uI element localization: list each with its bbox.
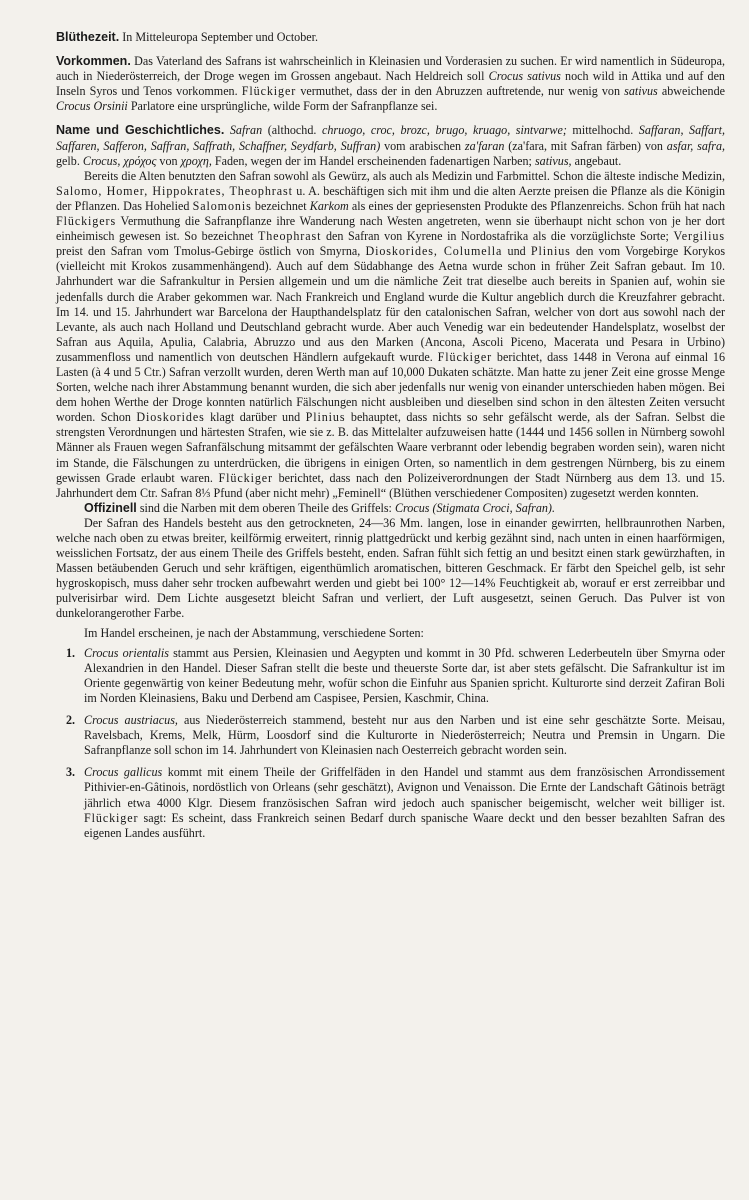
- heading-offizinell: Offizinell: [84, 500, 137, 515]
- text: behauptet, dass nichts so sehr gefälscht werde, als der Safran. Selbst die strengsten Verordnungen und härtesten Strafen, wie sie z. B. das Mittelalter aufzuweisen hatte (1444 und 1456 sollen in Nürnberg sowohl Männer als Frauen wegen Safranfälschung mitsammt der gefälschten Waare verbrannt oder lebendig begraben worden sein), waren nicht im Stande, die Fälschungen zu unterdrücken, die übrigens in einigen Orten, so namentlich in dem gestrengen Nürnberg, bis zu einem gewissen Grade erlaubt waren.: [56, 410, 725, 485]
- term: Saffaran, Saffart, Saffaren, Safferon, Saffran, Saffrath, Schaffner, Seydfarb, Suffran): [56, 123, 725, 153]
- list-item: [56, 713, 725, 758]
- term: Crocus, χρόχος: [82, 153, 157, 168]
- text: noch wild in Attika und auf den Inseln Syros und Tenos vorkommen.: [56, 69, 725, 99]
- text: sagt: Es scheint, dass Frankreich seinen Bedarf durch spanische Waare deckt und den besser bezahlten Safran des eigenen Landes ausführt.: [84, 810, 725, 840]
- author-name: Vergilius: [673, 229, 725, 244]
- text: (za'fara, mit Safran färben) von: [508, 138, 663, 153]
- species-name: Crocus gallicus: [84, 765, 163, 780]
- term: asfar, safra,: [666, 138, 726, 153]
- author-names: Salomo, Homer, Hippokrates, Theophrast: [56, 183, 293, 198]
- text: preist den Safran vom Tmolus-Gebirge östlich von Smyrna,: [56, 244, 361, 259]
- text: und: [507, 244, 526, 259]
- text: von: [159, 153, 178, 168]
- author-name: Dioskorides: [136, 410, 205, 425]
- heading-bluethezeit: Blüthezeit.: [56, 30, 120, 44]
- heading-vorkommen: Vorkommen.: [56, 54, 131, 69]
- text: Im Handel erscheinen, je nach der Abstammung, verschiedene Sorten:: [84, 625, 424, 640]
- author-name: Flückigers: [56, 214, 117, 229]
- text: vom arabischen: [384, 138, 462, 153]
- heading-name: Name und Geschichtliches.: [56, 123, 225, 138]
- term: za'faran: [464, 138, 505, 153]
- species-name: Crocus sativus: [488, 69, 561, 84]
- text: als eines der gepriesensten Produkte des Pflanzenreichs. Schon früh hat nach: [351, 198, 726, 213]
- text: bezeichnet: [254, 198, 307, 213]
- text: den Safran von Kyrene in Nordostafrika als die vorzüglichste Sorte;: [325, 229, 669, 244]
- list-number: 3.: [66, 765, 76, 780]
- species-name: Crocus orientalis: [84, 645, 169, 660]
- author-names: Dioskorides, Columella: [365, 244, 503, 259]
- paragraph-bluethezeit: [56, 30, 725, 45]
- list-number: 1.: [66, 645, 76, 660]
- paragraph-geschichte: [56, 169, 725, 501]
- term: χροχη,: [180, 153, 212, 168]
- author-name: Theophrast: [257, 229, 322, 244]
- species-name: Crocus Orsinii: [56, 99, 128, 114]
- list-number: 2.: [66, 713, 76, 728]
- author-name: Plinius: [305, 410, 346, 425]
- text: Parlatore eine ursprüngliche, wilde Form der Safranpflanze sei.: [130, 99, 438, 114]
- text: Das Vaterland des Safrans ist wahrscheinlich in Kleinasien und Vorderasien zu suchen. Er wird namentlich in Südeuropa, auch in Niederösterreich, der Droge wegen im Grossen angebaut. Nach Heldreich soll: [56, 54, 725, 84]
- text: (althochd.: [267, 123, 317, 138]
- text: stammt aus Persien, Kleinasien und Aegypten und kommt in 30 Pfd. schweren Lederbeuteln über Smyrna oder Alexandrien in den Handel. Dieser Safran stellt die beste und theuerste Sorte dar, ist aber stets gefälscht. Die Safrankultur ist im Oriente gegenwärtig von keiner Bedeutung mehr, wofür schon die Einfuhr aus Spanien spricht. Kulturorte sind derzeit Zafiran Boli im Norden Kleinasiens, Baku und Derbend am Caspisee, Persien, Kaschmir, China.: [84, 645, 725, 705]
- sorten-list: [56, 646, 725, 841]
- text: Vermuthung die Safranpflanze ihre Wanderung nach Westen angetreten, wenn sie überhaupt nicht schon von je her dort einheimisch gewesen ist. So bezeichnet: [56, 214, 725, 244]
- list-item: [56, 646, 725, 706]
- term: Safran: [229, 123, 263, 138]
- author-name: Plinius: [530, 244, 571, 259]
- text: klagt darüber und: [210, 410, 301, 425]
- list-item: [56, 765, 725, 840]
- text: In Mitteleuropa September und October.: [122, 30, 319, 44]
- text: abweichende: [661, 84, 725, 99]
- text: gelb.: [56, 153, 80, 168]
- paragraph-offizinell: [56, 501, 725, 516]
- author-name: Flückiger: [437, 349, 493, 364]
- paragraph-handel-intro: [56, 626, 725, 641]
- text: angebaut.: [574, 153, 622, 168]
- text: sind die Narben mit dem oberen Theile des Griffels:: [139, 500, 392, 515]
- term: Karkom: [309, 198, 349, 213]
- text: mittelhochd.: [572, 123, 634, 138]
- paragraph-name: [56, 123, 725, 168]
- term: Crocus (Stigmata Croci, Safran).: [394, 500, 555, 515]
- author-name: Flückiger: [218, 470, 273, 485]
- text: Der Safran des Handels besteht aus den getrockneten, 24—36 Mm. langen, lose in einander gewirrten, hellbraunrothen Narben, welche nach oben zu etwas breiter, keilförmig erweitert, rinnig plattgedrückt und kerbig gezähnt sind, nach unten in einen haarförmigen, weisslichen Fortsatz, der aus einem Theile des Griffels besteht, enden. Safran fühlt sich fettig an und besitzt einen stark gewürzhaften, in Massen betäubenden Geruch und sehr kräftigen, eigenthümlich aromatischen, bitteren Geschmack. Er färbt den Speichel gelb, ist sehr hygroskopisch, muss daher sehr trocken aufbewahrt werden und giebt bei 100° 12—14% Feuchtigkeit ab, worauf er erst zerreibbar und pulverisirbar wird. Dem Lichte ausgesetzt bleicht Safran und verliert, der Luft ausgesetzt, seinen Geruch. Das Pulver ist von dunkelorangerother Farbe.: [56, 515, 725, 621]
- text: berichtet, dass nach den Polizeiverordnungen der Stadt Nürnberg aus dem 13. und 15. Jahrhundert dem Ctr. Safran 8⅓ Pfund (aber nicht mehr) „Feminell“ (Blüthen verschiedener Compositen) zugesetzt werden konnten.: [56, 470, 725, 500]
- author-name: Flückiger: [84, 810, 139, 825]
- text: u. A. beschäftigen sich mit ihm und die alten Aerzte preisen die Pflanze als die Königin der Pflanzen. Das Hohelied: [56, 183, 725, 213]
- text: Bereits die Alten benutzten den Safran sowohl als Gewürz, als auch als Medizin und Farbmittel. Schon die älteste indische Medizin,: [84, 168, 725, 183]
- text: Faden, wegen der im Handel erscheinenden fadenartigen Narben;: [214, 153, 532, 168]
- text: kommt mit einem Theile der Griffelfäden in den Handel und stammt aus dem französischen Arrondissement Pithivier-en-Gâtinois, nordöstlich von Orleans (sehr geschätzt), Avignon und Venaisson. Die Ernte der Landschaft Gâtinois beträgt jährlich etwa 4000 Klgr. Diesem französischen Safran wird jedoch auch spanischer beigemischt, welcher weit billiger ist.: [84, 765, 726, 810]
- text: berichtet, dass 1448 in Verona auf einmal 16 Lasten (à 4 und 5 Ctr.) Safran verzollt wurden, deren Werth man auf 10,000 Dukaten schätzte. Man hatte zu jener Zeit eine grosse Menge Sorten, welche nach ihrer Abstammung benannt wurden, die sich aber jedenfalls nur wenig von einander unterschieden haben mögen. Bei dem hohen Werthe der Droge konnten natürlich Fälschungen nicht ausbleiben und dieselben sind schon in den ältesten Zeiten versucht worden. Schon: [56, 349, 726, 425]
- paragraph-vorkommen: [56, 54, 725, 114]
- term: chruogo, croc, brozc, brugo, kruago, sintvarwe;: [321, 123, 567, 138]
- text: den vom Vorgebirge Korykos (vielleicht mit Krokos zusammenhängend). Auch auf dem Südabhange des Aetna wurde schon in früher Zeit Safran gebaut. Im 10. Jahrhundert war die Safrankultur in Persien allgemein und um die nämliche Zeit trat dieselbe auch bereits in Spanien auf, wohin sie jedenfalls durch die Araber gekommen war. Nach Frankreich und England wurde die Kultur angeblich durch die Kreuzfahrer gebracht. Im 14. und 15. Jahrhundert war Barcelona der Haupthandelsplatz für den catalonischen Safran, welcher von dort aus sowohl nach der Levante, als auch nach Holland und Deutschland gebracht wurde. Aber auch Venedig war ein bedeutender Handelsplatz, woselbst der Safran aus Aquila, Apulia, Calabria, Abruzzo und aus den Marken (Ancona, Ascoli Piceno, Macerata und Pesara in Urbino) zusammenfloss und namentlich von deutschen Händlern aufgekauft wurde.: [56, 244, 726, 364]
- term: sativus,: [534, 153, 572, 168]
- species-name: Crocus austriacus,: [84, 713, 178, 728]
- text: vermuthet, dass der in den Abruzzen auftretende, nur wenig von: [300, 84, 621, 99]
- paragraph-handelsware: [56, 516, 725, 622]
- text: aus Niederösterreich stammend, besteht nur aus den Narben und ist eine sehr geschätzte Sorte. Meisau, Ravelsbach, Krems, Melk, Hürm, Loosdorf sind die Kulturorte in Niederösterreich; Neutra und Premsin in Ungarn. Die Safranpflanze soll schon im 14. Jahrhundert von Kleinasien nach Oesterreich gebracht worden sein.: [84, 713, 725, 758]
- author-name: Salomonis: [192, 198, 252, 213]
- author-name: Flückiger: [241, 84, 297, 99]
- species-name: sativus: [624, 84, 658, 99]
